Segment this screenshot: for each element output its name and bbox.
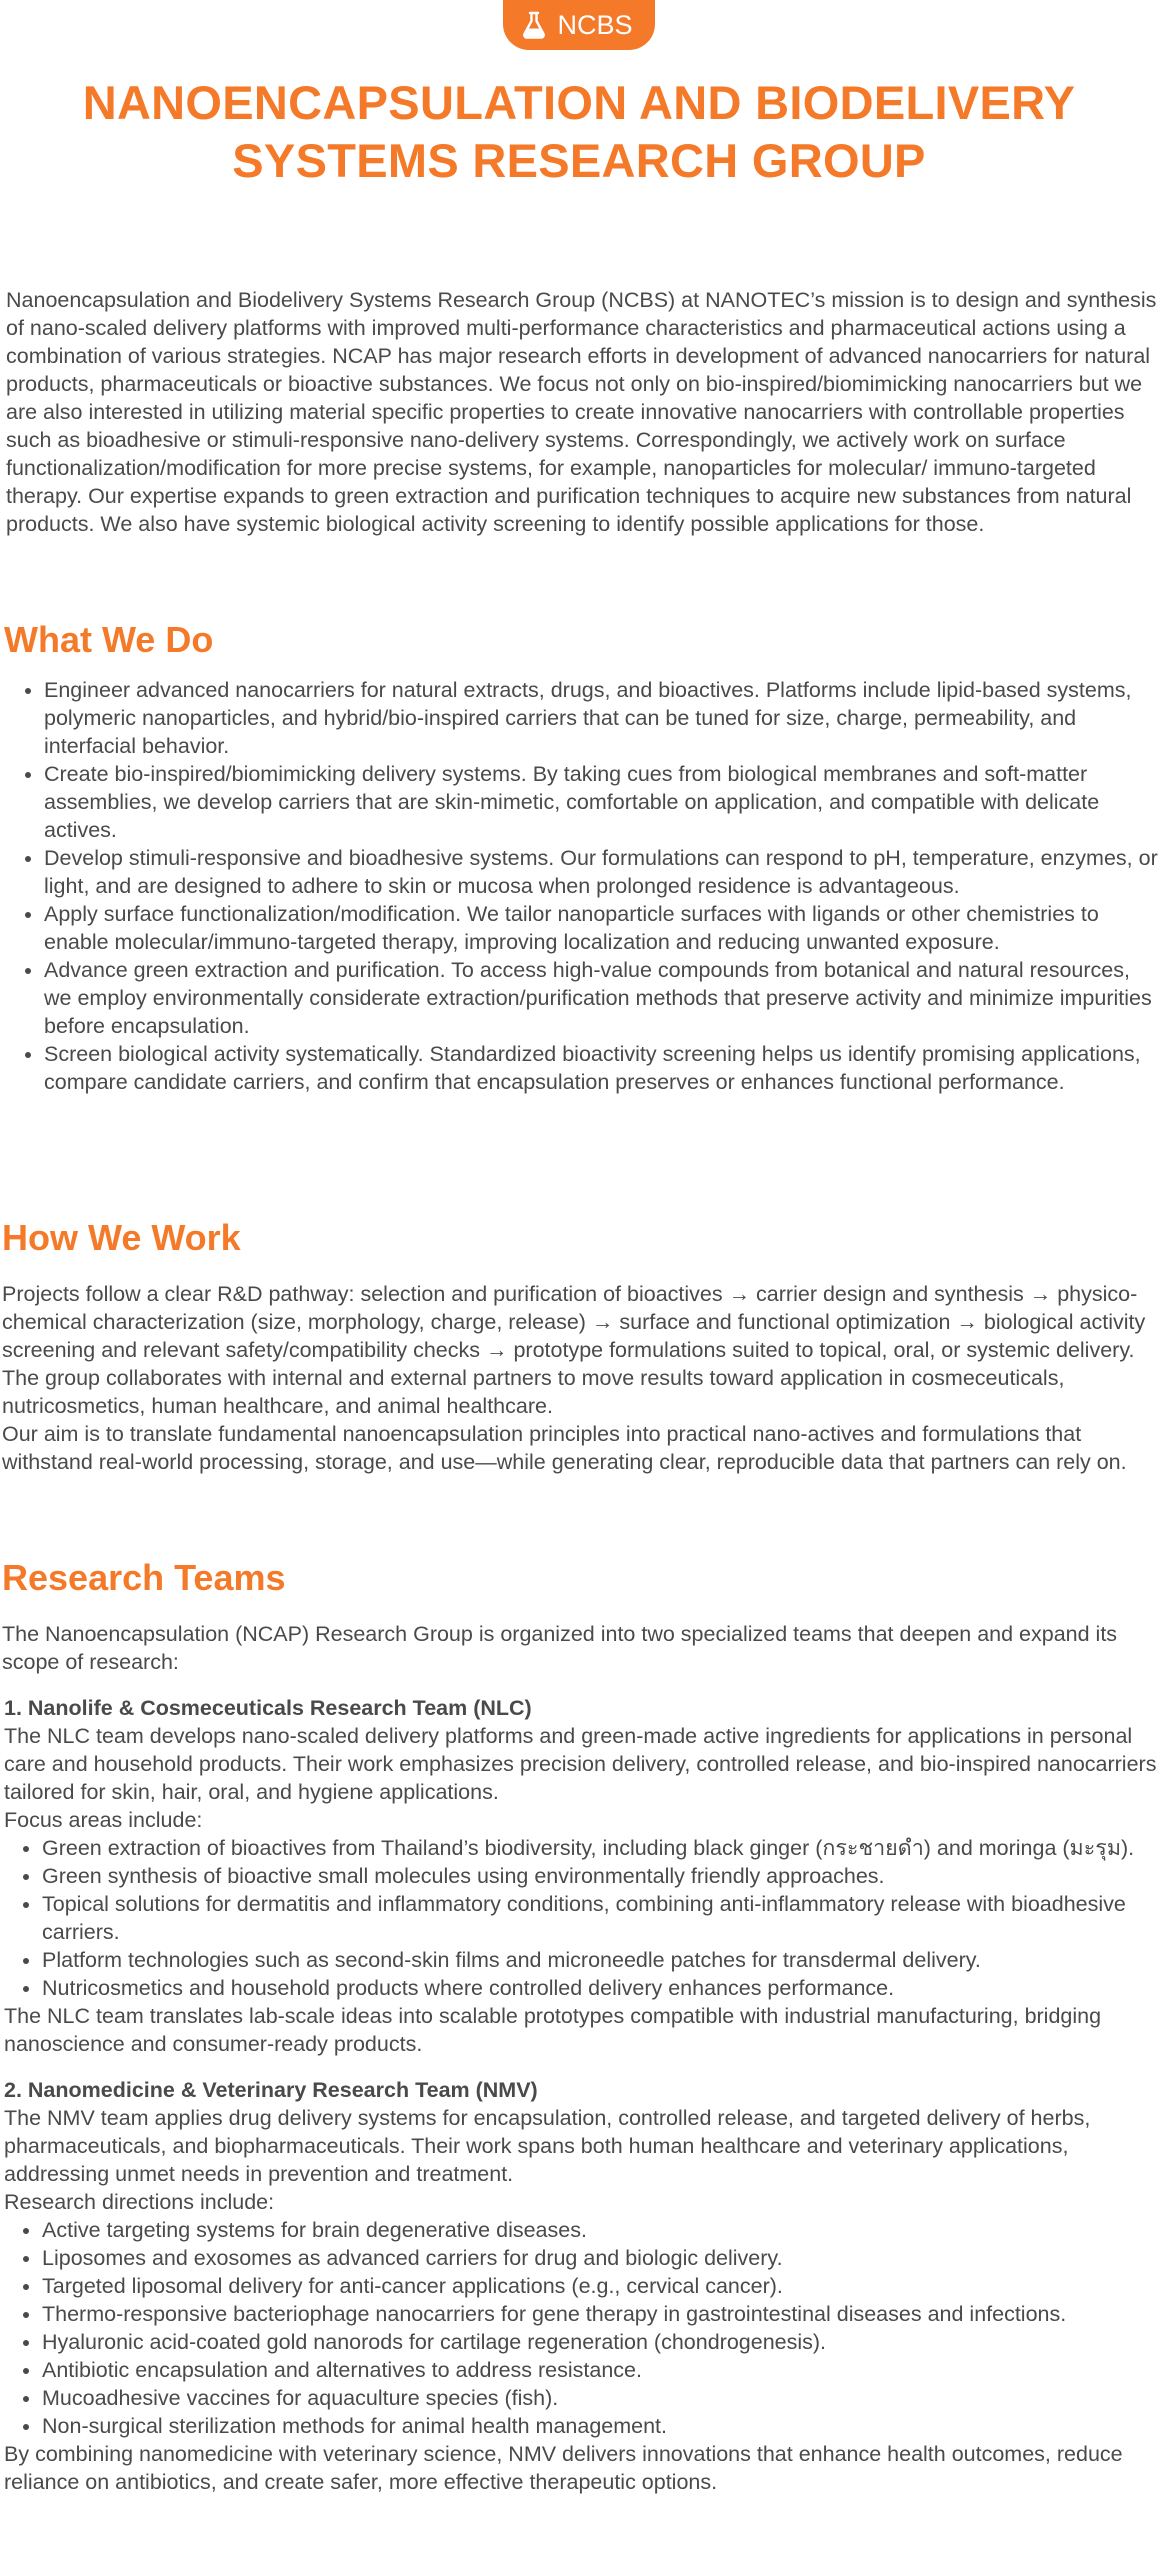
list-item: • Nutricosmetics and household products where controlled delivery enhances performance. bbox=[42, 1974, 1158, 2002]
nmv-team-description: The NMV team applies drug delivery systems for encapsulation, controlled release, and targeted delivery of herbs, pharmaceuticals, and biopharmaceuticals. Their work spans both human healthcare and veterinary applications, addressing unmet needs in prevention and treatment. bbox=[4, 2106, 1091, 2186]
list-item: • Advance green extraction and purification. To access high-value compounds from botanical and natural resources, we employ environmentally considerate extraction/purification methods that preserve activity and minimize impurities before encapsulation. bbox=[44, 956, 1158, 1040]
list-item: • Screen biological activity systematically. Standardized bioactivity screening helps us identify promising applications, compare candidate carriers, and confirm that encapsulation preserves or enhances functional performance. bbox=[44, 1040, 1158, 1096]
list-item: • Develop stimuli-responsive and bioadhesive systems. Our formulations can respond to pH, temperature, enzymes, or light, and are designed to adhere to skin or mucosa when prolonged residence is advantageous. bbox=[44, 844, 1158, 900]
nlc-focus-label: Focus areas include: bbox=[4, 1808, 203, 1832]
title-line-1: NANOENCAPSULATION AND BIODELIVERY bbox=[82, 76, 1076, 129]
nlc-team-description: The NLC team develops nano-scaled delivery platforms and green-made active ingredients for applications in personal care and household products. Their work emphasizes precision delivery, controlled release, and bio-inspired nanocarriers tailored for skin, hair, oral, and hygiene applications. bbox=[4, 1724, 1157, 1804]
how-we-work-heading: How We Work bbox=[2, 1217, 241, 1258]
list-item: • Hyaluronic acid-coated gold nanorods for cartilage regeneration (chondrogenesis). bbox=[42, 2328, 1158, 2356]
list-item: • Antibiotic encapsulation and alternatives to address resistance. bbox=[42, 2356, 1158, 2384]
how-we-work-section bbox=[0, 1216, 1158, 1476]
what-we-do-section bbox=[0, 618, 1158, 1096]
list-item: • Topical solutions for dermatitis and inflammatory conditions, combining anti-inflammatory release with bioadhesive carriers. bbox=[42, 1890, 1158, 1946]
research-teams-intro: The Nanoencapsulation (NCAP) Research Group is organized into two specialized teams that deepen and expand its scope of research: bbox=[2, 1622, 1118, 1674]
list-item: • Create bio-inspired/biomimicking delivery systems. By taking cues from biological membranes and soft-matter assemblies, we develop carriers that are skin-mimetic, comfortable on application, and compatible with delicate actives. bbox=[44, 760, 1158, 844]
nmv-focus-label: Research directions include: bbox=[4, 2190, 275, 2214]
intro-paragraph: Nanoencapsulation and Biodelivery Systems Research Group (NCBS) at NANOTEC’s mission is to design and synthesis of nano-scaled delivery platforms with improved multi-performance characteristics and pharmaceutical actions using a combination of various strategies. NCAP has major research efforts in development of advanced nanocarriers for natural products, pharmaceuticals or bioactive substances. We focus not only on bio-inspired/biomimicking nanocarriers but we are also interested in utilizing material specific properties to create innovative nanocarriers with controllable properties such as bioadhesive or stimuli-responsive nano-delivery systems. Correspondingly, we actively work on surface functionalization/modification for more precise systems, for example, nanoparticles for molecular/ immuno-targeted therapy. Our expertise expands to green extraction and purification techniques to acquire new substances from natural products. We also have systemic biological activity screening to identify possible applications for those. bbox=[6, 288, 1157, 536]
how-we-work-paragraph-2: Our aim is to translate fundamental nanoencapsulation principles into practical nano-actives and formulations that withstand real-world processing, storage, and use—while generating clear, reproducible data that partners can rely on. bbox=[2, 1422, 1127, 1474]
ncbs-badge bbox=[503, 0, 654, 50]
badge-container bbox=[0, 0, 1158, 50]
nmv-focus-list bbox=[4, 2216, 1158, 2440]
list-item: • Thermo-responsive bacteriophage nanocarriers for gene therapy in gastrointestinal diseases and infections. bbox=[42, 2300, 1158, 2328]
list-item: • Apply surface functionalization/modification. We tailor nanoparticle surfaces with ligands or other chemistries to enable molecular/immuno-targeted therapy, improving localization and reducing unwanted exposure. bbox=[44, 900, 1158, 956]
list-item: • Engineer advanced nanocarriers for natural extracts, drugs, and bioactives. Platforms include lipid-based systems, polymeric nanoparticles, and hybrid/bio-inspired carriers that can be tuned for size, charge, permeability, and interfacial behavior. bbox=[44, 676, 1158, 760]
what-we-do-list bbox=[4, 676, 1158, 1096]
how-we-work-paragraph-1: Projects follow a clear R&D pathway: selection and purification of bioactives → carrier design and synthesis → physico-chemical characterization (size, morphology, charge, release) → surface and functional optimization → biological activity screening and relevant safety/compatibility checks → prototype formulations suited to topical, oral, or systemic delivery. The group collaborates with internal and external partners to move results toward application in cosmeceuticals, nutricosmetics, human healthcare, and animal healthcare. bbox=[2, 1282, 1146, 1418]
what-we-do-heading: What We Do bbox=[4, 619, 214, 660]
nlc-team bbox=[2, 1694, 1158, 2058]
list-item: • Green extraction of bioactives from Thailand’s biodiversity, including black ginger (กระชายดำ) and moringa (มะรุม). bbox=[42, 1834, 1158, 1862]
page-title bbox=[0, 74, 1158, 190]
nlc-team-title: 1. Nanolife & Cosmeceuticals Research Team (NLC) bbox=[4, 1696, 532, 1720]
nmv-team bbox=[2, 2076, 1158, 2496]
list-item: • Green synthesis of bioactive small molecules using environmentally friendly approaches. bbox=[42, 1862, 1158, 1890]
nlc-focus-list bbox=[4, 1834, 1158, 2002]
nmv-team-title: 2. Nanomedicine & Veterinary Research Team (NMV) bbox=[4, 2078, 538, 2102]
flask-icon bbox=[519, 10, 549, 40]
research-teams-section bbox=[0, 1556, 1158, 2496]
list-item: • Targeted liposomal delivery for anti-cancer applications (e.g., cervical cancer). bbox=[42, 2272, 1158, 2300]
title-line-2: SYSTEMS RESEARCH GROUP bbox=[232, 134, 926, 187]
research-teams-heading: Research Teams bbox=[2, 1557, 286, 1598]
intro-section bbox=[0, 286, 1158, 538]
nlc-team-closing: The NLC team translates lab-scale ideas into scalable prototypes compatible with industrial manufacturing, bridging nanoscience and consumer-ready products. bbox=[4, 2004, 1102, 2056]
list-item: • Mucoadhesive vaccines for aquaculture species (fish). bbox=[42, 2384, 1158, 2412]
nmv-team-closing: By combining nanomedicine with veterinary science, NMV delivers innovations that enhance health outcomes, reduce reliance on antibiotics, and create safer, more effective therapeutic options. bbox=[4, 2442, 1123, 2494]
list-item: • Liposomes and exosomes as advanced carriers for drug and biologic delivery. bbox=[42, 2244, 1158, 2272]
list-item: • Non-surgical sterilization methods for animal health management. bbox=[42, 2412, 1158, 2440]
list-item: • Platform technologies such as second-skin films and microneedle patches for transdermal delivery. bbox=[42, 1946, 1158, 1974]
list-item: • Active targeting systems for brain degenerative diseases. bbox=[42, 2216, 1158, 2244]
badge-label: NCBS bbox=[557, 10, 633, 40]
